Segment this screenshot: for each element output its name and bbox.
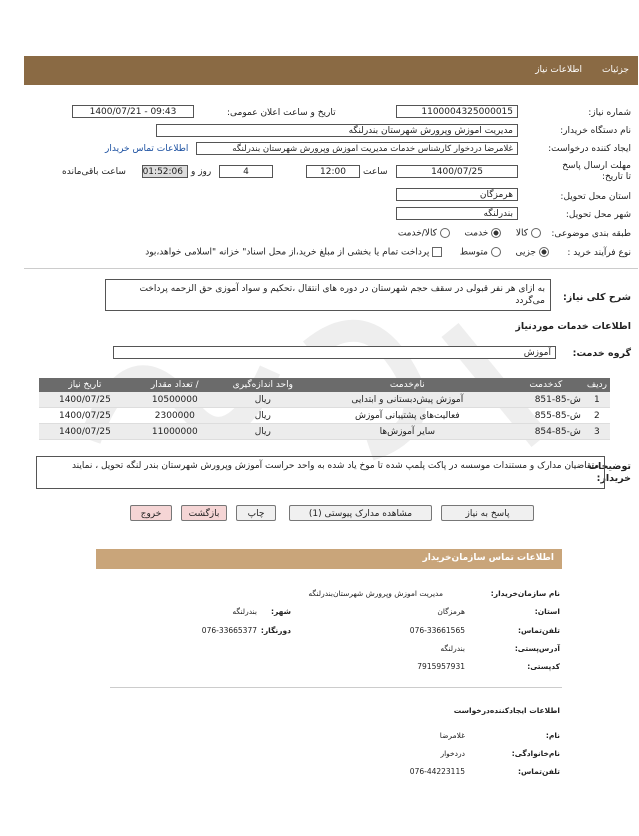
province-label: استان محل تحویل: — [560, 192, 631, 202]
process-options — [145, 247, 552, 258]
address-label: آدرس‌پستی: — [514, 644, 560, 653]
services-table — [39, 378, 610, 440]
deadline-label: مهلت ارسال پاسخ تا تاریخ: — [562, 161, 631, 182]
category-label: طبقه بندی موضوعی: — [551, 229, 631, 239]
contact-section-title: اطلاعات تماس سازمان‌خریدار — [422, 553, 554, 563]
creator-name-value: غلامرضا — [439, 731, 465, 740]
org-label: نام سازمان‌خریدار: — [490, 589, 560, 598]
exit-button[interactable]: خروج — [130, 505, 172, 521]
city-label: شهر محل تحویل: — [565, 210, 631, 220]
cell-row: 1 — [584, 392, 610, 408]
remaining-label: ساعت باقی‌مانده — [62, 167, 126, 177]
cell-code: ش-85-851 — [508, 392, 584, 408]
announce-field: 1400/07/21 - 09:43 — [72, 105, 194, 118]
group-label: گروه خدمت: — [572, 348, 631, 359]
days-field: 4 — [219, 165, 273, 178]
cell-name: آموزش پیش‌دبستانی و ابتدایی — [307, 392, 508, 408]
cell-date: 1400/07/25 — [39, 392, 131, 408]
proc-minor-label: جزیی — [515, 247, 536, 258]
category-options — [398, 228, 544, 239]
cell-qty: 11000000 — [131, 424, 219, 440]
fax-label: دورنگار: — [260, 626, 291, 635]
time-label: ساعت — [363, 167, 388, 177]
tab-need-info[interactable]: اطلاعات نیاز — [535, 65, 582, 75]
cell-name: فعالیت‌های پشتیبانی آموزش — [307, 408, 508, 424]
summary-box: به ازای هر نفر قبولی در سقف حجم شهرستان در دوره های انتقال ،تحکیم و سواد آموزی حق الزحمه پرداخت می‌گردد — [105, 279, 551, 311]
fax-value: 076-33665377 — [201, 626, 257, 635]
remaining-time-field: 01:52:06 — [142, 165, 188, 178]
contact-province-value: هرمزگان — [437, 607, 465, 616]
cell-row: 3 — [584, 424, 610, 440]
cell-date: 1400/07/25 — [39, 424, 131, 440]
org-value: مدیریت اموزش وپرورش شهرستان‌بندرلنگه — [308, 589, 443, 598]
cell-qty: 2300000 — [131, 408, 219, 424]
buyer-org-field: مدیریت اموزش وپرورش شهرستان بندرلنگه — [156, 124, 518, 137]
summary-label: شرح کلی نیاز: — [562, 292, 631, 303]
top-bar — [24, 56, 638, 85]
col-unit: واحد اندازه‌گیری — [219, 378, 307, 392]
cell-code: ش-85-855 — [508, 408, 584, 424]
proc-medium-radio[interactable] — [491, 247, 501, 257]
treasury-note: پرداخت تمام یا بخشی از مبلغ خرید،از محل اسناد" خزانه "اسلامی خواهد،بود — [145, 247, 430, 258]
postal-label: کدپستی: — [527, 662, 560, 671]
creator-family-label: نام‌خانوادگی: — [511, 749, 560, 758]
process-label: نوع فرآیند خرید : — [567, 248, 631, 258]
cell-unit: ریال — [219, 392, 307, 408]
cell-row: 2 — [584, 408, 610, 424]
cat-goods-service-label: کالا/خدمت — [397, 228, 437, 239]
requester-label: ایجاد کننده درخواست: — [548, 144, 631, 154]
table-row — [39, 392, 610, 408]
creator-name-label: نام: — [545, 731, 560, 740]
divider — [24, 268, 638, 269]
cat-goods-service-radio[interactable] — [440, 228, 450, 238]
col-row: ردیف — [584, 378, 610, 392]
need-number-field: 1100004325000015 — [396, 105, 518, 118]
attachments-button[interactable]: مشاهده مدارک پیوستی (1) — [289, 505, 432, 521]
buyer-org-label: نام دستگاه خریدار: — [560, 126, 631, 136]
col-qty: / تعداد مقدار — [131, 378, 219, 392]
cell-name: سایر آموزش‌ها — [307, 424, 508, 440]
table-row — [39, 424, 610, 440]
deadline-time-field: 12:00 — [306, 165, 360, 178]
creator-family-value: دردخوار — [440, 749, 465, 758]
city-field: بندرلنگه — [396, 207, 518, 220]
reply-button[interactable]: پاسخ به نیاز — [441, 505, 534, 521]
notes-box: متقاضیان مدارک و مستندات موسسه در پاکت پلمپ شده تا موخ یاد شده به واحد حراست آموزش وپرورش شهرستان بندر لنگه تحویل ، نمایند — [36, 456, 605, 489]
cat-service-label: خدمت — [464, 228, 489, 239]
contact-section-header — [96, 549, 562, 569]
announce-label: تاریخ و ساعت اعلان عمومی: — [227, 108, 336, 118]
deadline-date-field: 1400/07/25 — [396, 165, 518, 178]
province-field: هرمزگان — [396, 188, 518, 201]
cell-unit: ریال — [219, 408, 307, 424]
need-number-label: شماره نیاز: — [588, 108, 631, 118]
contact-city-value: بندرلنگه — [232, 607, 257, 616]
col-code: کدخدمت — [508, 378, 584, 392]
buyer-contact-link[interactable]: اطلاعات تماس خریدار — [105, 144, 189, 154]
creator-phone-value: 076-44223115 — [409, 767, 465, 776]
table-row — [39, 408, 610, 424]
col-name: نام‌خدمت — [307, 378, 508, 392]
group-field: آموزش — [113, 346, 556, 359]
cell-unit: ریال — [219, 424, 307, 440]
contact-city-label: شهر: — [271, 607, 291, 616]
cat-service-radio[interactable] — [491, 228, 501, 238]
back-button[interactable]: بازگشت — [181, 505, 227, 521]
contact-divider — [110, 687, 562, 688]
proc-minor-radio[interactable] — [539, 247, 549, 257]
col-date: تاریخ نیاز — [39, 378, 131, 392]
proc-medium-label: متوسط — [459, 247, 488, 258]
requester-field: غلامرضا دردخوار کارشناس خدمات مدیریت اموزش وپرورش شهرستان بندرلنگه — [196, 142, 518, 155]
cell-qty: 10500000 — [131, 392, 219, 408]
table-header-row — [39, 378, 610, 392]
creator-phone-label: تلفن‌تماس: — [517, 767, 560, 776]
address-value: بندرلنگه — [440, 644, 465, 653]
cell-code: ش-85-854 — [508, 424, 584, 440]
services-title: اطلاعات خدمات موردنیاز — [515, 321, 631, 332]
treasury-checkbox[interactable] — [432, 247, 442, 257]
contact-province-label: استان: — [534, 607, 560, 616]
cat-goods-radio[interactable] — [531, 228, 541, 238]
print-button[interactable]: چاپ — [236, 505, 276, 521]
notes-label: توضیحات خریدار: — [588, 461, 631, 484]
cat-goods-label: کالا — [515, 228, 528, 239]
postal-value: 7915957931 — [417, 662, 465, 671]
phone-value: 076-33661565 — [409, 626, 465, 635]
phone-label: تلفن‌تماس: — [517, 626, 560, 635]
days-label: روز و — [191, 167, 212, 177]
cell-date: 1400/07/25 — [39, 408, 131, 424]
creator-title: اطلاعات ایجادکننده‌درخواست — [453, 706, 560, 715]
tab-details[interactable]: جزئیات — [602, 65, 629, 75]
